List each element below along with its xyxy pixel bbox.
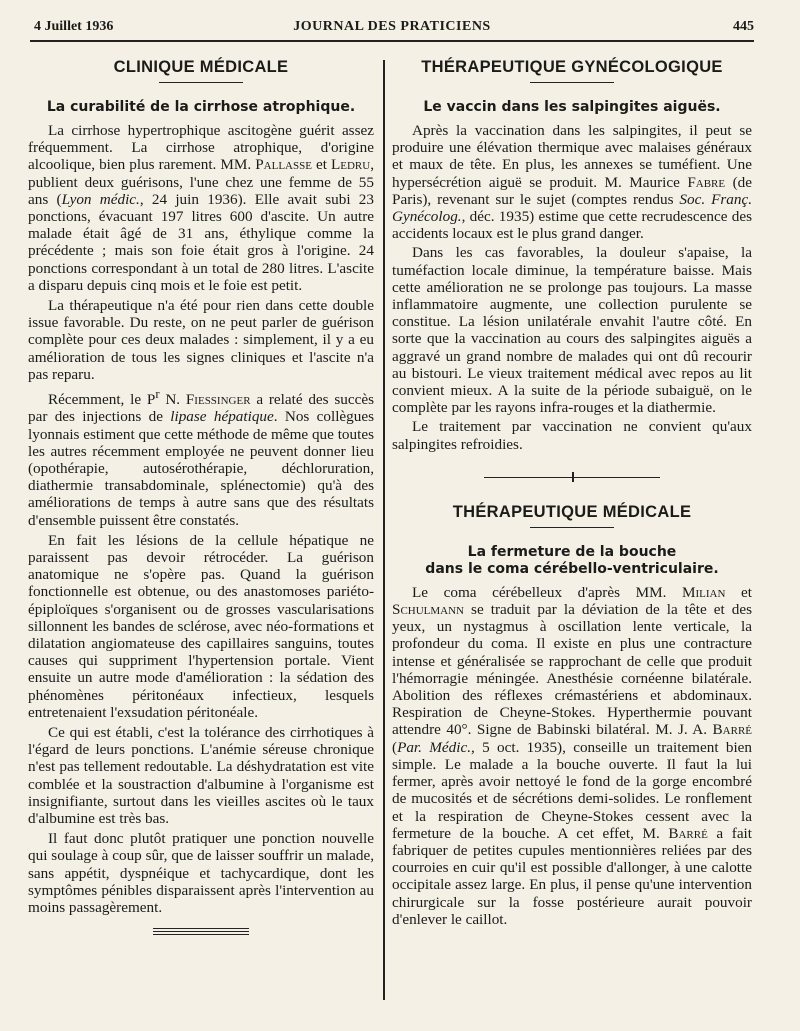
paragraph: La cirrhose hypertrophique ascitogène guérit assez fréquemment. La cirrhose atrophique, d'origine alcoolique, bien plus rarement. MM. Pallasse et Ledru, publient deux guérisons, l'une chez une femme de 55 ans (Lyon médic., 24 juin 1936). Elle avait subi 23 ponctions, évacuant 197 litres 600 d'ascite. Un autre malade était âgé de 31 ans, éthylique comme la précédente ; mais son foie était gros à l'origine. 24 ponctions correspondant à un total de 280 litres. L'ascite a disparu depuis cinq mois et le foie est petit. [28,122,374,294]
paragraph: Dans les cas favorables, la douleur s'apaise, la tuméfaction locale diminue, la température baisse. Mais cette amélioration ne se prolonge pas toujours. La masse inflammatoire augmente, une collection purulente se constitue. La lésion unilatérale envahit l'autre côté. En sorte que la vaccination au cours des salpingites aiguës a aggravé un grand nombre de malades qui ont dû recourir au bistouri. Le vieux traitement médical avec repos au lit convient mieux. A la suite de la période subaiguë, on le complète par les rayons infra-rouges et la diathermie. [392,244,752,417]
treatment-name: lipase hépatique [170,408,274,426]
section-title-rule [530,527,614,528]
author-name: Schulmann [392,601,465,619]
paragraph: Après la vaccination dans les salpingites, il peut se produire une élévation thermique avec malaises généraux et maux de tête. En plus, les annexes se tuméfient. Une hypersécrétion aiguë se produit. M. Maurice Fabre (de Paris), revenant sur le sujet (comptes rendus Soc. Franç. Gynécolog., déc. 1935) estime que cette recrudescence des accidents locaux est le plus grand danger. [392,122,752,243]
section-title-rule [530,82,614,83]
right-column [392,52,752,930]
author-name: Ledru [330,156,371,174]
section-break-ornament [392,463,752,497]
paragraph: Le traitement par vaccination ne convient qu'aux salpingites refroidies. [392,418,752,453]
journal-reference: Lyon médic. [61,190,140,208]
author-name: Barré [712,721,752,739]
article-title-vaccin: Le vaccin dans les salpingites aiguës. [423,99,721,115]
section-title-rule [159,82,243,83]
author-name: Pallasse [255,156,312,174]
section-title-medicale: THÉRAPEUTIQUE MÉDICALE [452,502,692,521]
author-name: Fiessinger [185,391,251,409]
article-title-cirrhose: La curabilité de la cirrhose atrophique. [46,99,356,115]
end-ornament [153,928,249,935]
running-header [30,14,754,42]
header-rule [30,40,754,42]
journal-title: JOURNAL DES PRATICIENS [293,19,491,34]
section-title-clinique: CLINIQUE MÉDICALE [113,58,289,76]
author-name: Barré [668,824,708,842]
paragraph: Récemment, le $P^r$ N. Fiessinger a relaté des succès par des injections de lipase hépatique. Nos collègues lyonnais estiment que cette méthode de même que toutes les autres récemment employée ne peuvent donner lieu (opothérapie, autosérothérapie, déchloruration, diathermie transabdominale, splénectomie) qu'à des améliorations de temps à autre sans que des résultats d'ensemble puissent être constatés. [28,387,374,529]
paragraph: Il faut donc plutôt pratiquer une ponction nouvelle qui soulage à coup sûr, que de laisser souffrir un malade, sans appétit, dyspnéique et tachycardique, dont les symptômes pénibles disparaissent après l'intervention au moins passagèrement. [28,830,374,916]
left-column [28,52,374,937]
section-title-gynecologique: THÉRAPEUTIQUE GYNÉCOLOGIQUE [421,58,723,76]
article-title-fermeture: La fermeture de la bouche dans le coma cérébello-ventriculaire. [425,543,719,577]
paragraph: Le coma cérébelleux d'après MM. Milian et Schulmann se traduit par la déviation de la tête et des yeux, un nystagmus à oscillation lente verticale, la profondeur du coma. Il existe en plus une contracture intense et généralisée se rapprochant de celle que produit l'hémorragie méningée. Anesthésie cornéenne bilatérale. Abolition des réflexes crémastériens et abdominaux. Respiration de Cheyne-Stokes. Hyperthermie pouvant attendre 40°. Signe de Babinski bilatéral. M. J. A. Barré (Par. Médic., 5 oct. 1935), conseille un traitement bien simple. Le malade a la bouche ouverte. Il faut la lui fermer, après avoir nettoyé le fond de la gorge encombré de mucosités et de sécrétions demi-solides. Le ronflement et la respiration de Cheyne-Stokes cessent avec la fermeture de la bouche. A cet effet, M. Barré a fait fabriquer de petites cupules mentionnières reliées par des courroies en cuir qu'il est possible d'allonger, à une calotte occipitale assez large. En plus, il pense qu'une intervention chirurgicale sur la fosse postérieure aurait pouvoir d'enlever le caillot. [392,583,753,928]
paragraph: La thérapeutique n'a été pour rien dans cette double issue favorable. Du reste, on ne peut parler de guérison complète pour ces deux malades : simplement, il y a eu amélioration de tous les signes cliniques et l'ascite n'a pas reparu. [28,297,374,383]
author-name: Milian [682,583,726,601]
issue-date: 4 Juillet 1936 [34,19,114,34]
journal-reference: Soc. Franç. Gynécolog. [392,190,752,226]
author-name: Fabre [687,173,726,191]
paragraph: Ce qui est établi, c'est la tolérance des cirrhotiques à l'égard de leurs ponctions. L'anémie séreuse chronique n'est pas tellement redoutable. La déshydratation est vite comblée et la soustraction d'albumine à l'organisme est insignifiante, surtout dans les vieilles ascites où le taux d'albumine est très bas. [28,723,374,827]
page-number: 445 [733,19,754,34]
journal-reference: Par. Médic. [397,738,472,756]
column-divider [383,60,385,1000]
paragraph: En fait les lésions de la cellule hépatique ne paraissent pas devoir rétrocéder. La guérison anatomique ne s'opère pas. Quand la guérison fonctionnelle est obtenue, ou des anastomoses pariéto-épiploïques s'organisent ou de grosses vascularisations sillonnent les bandes de sclérose, avec néo-formations et dilatation angiomateuse des capillaires sanguins, toutes causes qui suppriment l'hypertension portale. Vient ensuite un autre mode d'amélioration : la sédation des phénomènes péritonéaux infectieux, lesquels entretenaient l'exsudation péritonéale. [28,531,374,721]
